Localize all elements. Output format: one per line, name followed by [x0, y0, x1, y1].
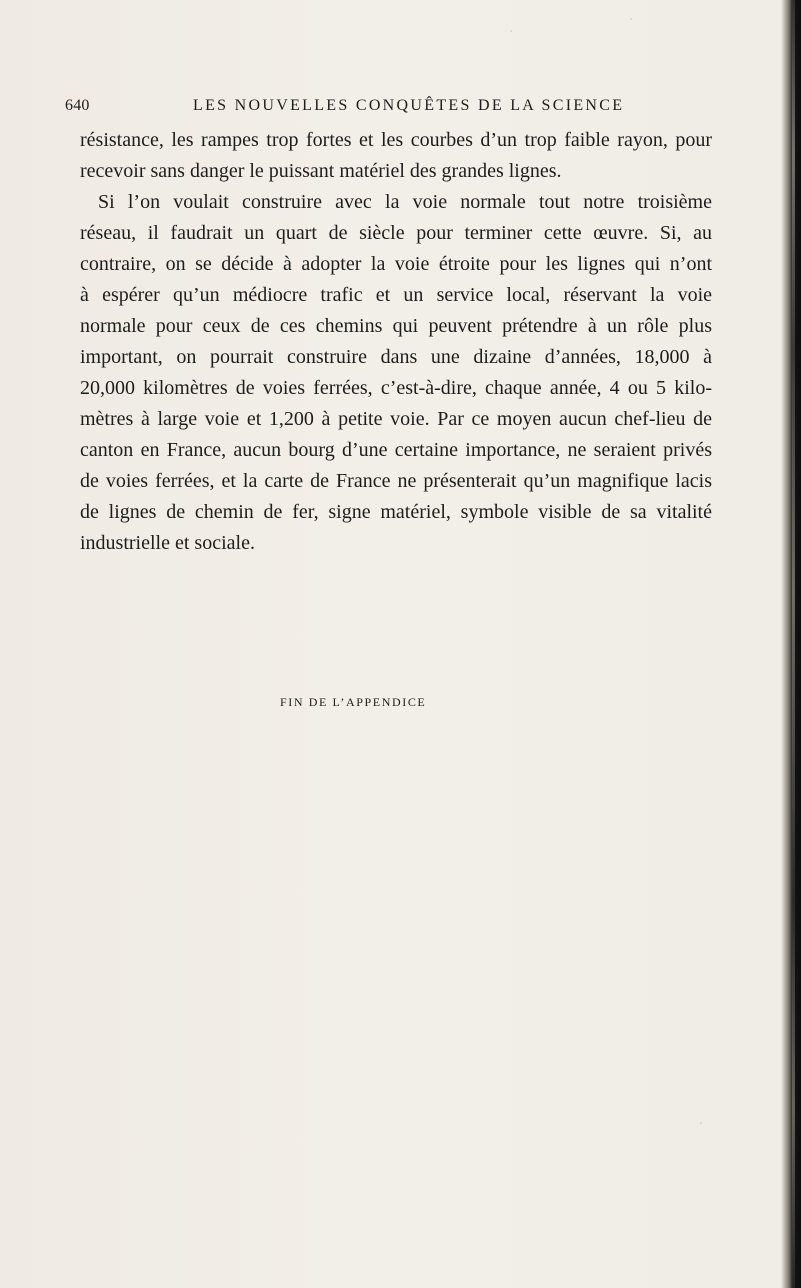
text-line: 20,000 kilomètres de voies ferrées, c’est-à-dire, chaque année, 4 ou 5 kilo- — [80, 377, 712, 399]
text-line: normale pour ceux de ces chemins qui peuvent prétendre à un rôle plus — [80, 315, 712, 337]
text-line: Si l’on voulait construire avec la voie normale tout notre troisième — [98, 191, 712, 213]
text-line: réseau, il faudrait un quart de siècle pour terminer cette œuvre. Si, au — [80, 222, 712, 244]
running-head — [65, 93, 715, 119]
appendix-end-note: FIN DE L’APPENDICE — [280, 695, 427, 709]
text-line: contraire, on se décide à adopter la voie étroite pour les lignes qui n’ont — [80, 253, 712, 275]
text-line: mètres à large voie et 1,200 à petite voie. Par ce moyen aucun chef-lieu de — [80, 408, 712, 430]
text-line: recevoir sans danger le puissant matériel des grandes lignes. — [80, 160, 562, 182]
text-line: industrielle et sociale. — [80, 532, 255, 554]
body-text — [80, 125, 712, 559]
text-line: canton en France, aucun bourg d’une certaine importance, ne seraient privés — [80, 439, 712, 461]
paper-spot — [510, 30, 512, 32]
text-line: à espérer qu’un médiocre trafic et un service local, réservant la voie — [80, 284, 712, 306]
book-title: LES NOUVELLES CONQUÊTES DE LA SCIENCE — [193, 97, 625, 114]
paper-spot — [700, 1122, 702, 1124]
page-binding-edge — [781, 0, 801, 1288]
text-line: de lignes de chemin de fer, signe matériel, symbole visible de sa vitalité — [80, 501, 712, 523]
text-line: résistance, les rampes trop fortes et les courbes d’un trop faible rayon, pour — [80, 129, 712, 151]
page-number: 640 — [65, 97, 90, 114]
paper-spot — [630, 18, 632, 20]
text-line: de voies ferrées, et la carte de France ne présenterait qu’un magnifique lacis — [80, 470, 712, 492]
text-line: important, on pourrait construire dans une dizaine d’années, 18,000 à — [80, 346, 712, 368]
